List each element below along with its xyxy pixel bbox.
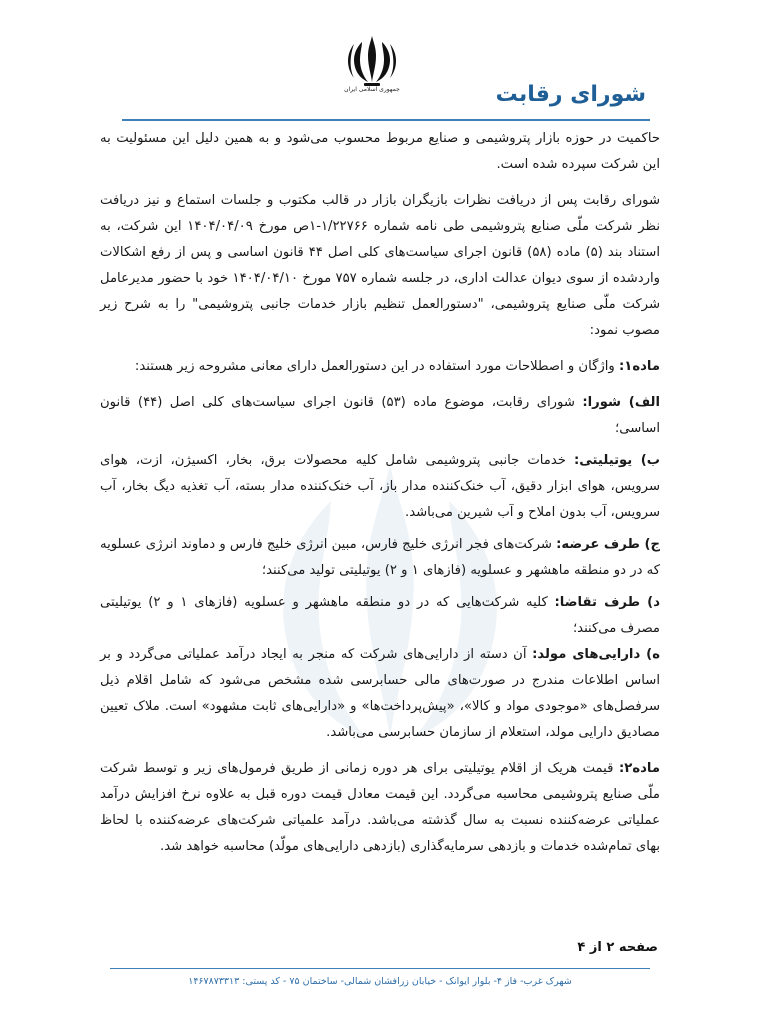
document-body [100,126,660,860]
iran-emblem-icon [344,30,400,94]
definition-d-label: د) طرف تقاضا: [554,595,660,610]
definition-j-label: ج) طرف عرضه: [556,537,660,552]
definition-a-text: شورای رقابت، موضوع ماده (۵۳) قانون اجرای سیاست‌های کلی اصل (۴۴) قانون اساسی؛ [100,395,660,436]
definition-b-text: خدمات جانبی پتروشیمی شامل کلیه محصولات برق، بخار، اکسیژن، ازت، هوای سرویس، هوای ابزار دقیق، آب خنک‌کننده مدار باز، آب خنک‌کننده مدار بسته، آب تغذیه دیگ بخار، آب سرویس، آب بدون املاح و آب شیرین می‌باشد. [100,453,660,520]
paragraph-intro: حاکمیت در حوزه بازار پتروشیمی و صنایع مربوط محسوب می‌شود و به همین دلیل این مسئولیت به این شرکت سپرده شده است. [100,131,660,172]
definition-b-label: ب) یوتیلیتی: [573,453,660,468]
definition-a-label: الف) شورا: [582,395,660,410]
header-divider [122,119,650,121]
definition-j-text: شرکت‌های فجر انرژی خلیج فارس، مبین انرژی خلیج فارس و دماوند انرژی عسلویه که در دو منطقه ماهشهر و عسلویه (فازهای ۱ و ۲) یوتیلیتی تولید می‌کنند؛ [100,537,660,578]
article-2-label: ماده۲: [618,761,660,776]
article-1-label: ماده۱: [618,359,660,374]
definition-j [100,532,660,584]
agency-title: شورای رقابت [495,82,646,107]
definition-d [100,590,660,642]
footer-address: شهرک غرب- فاز ۴- بلوار ایوانک - خیابان زرافشان شمالی- ساختمان ۷۵ - کد پستی: ۱۴۶۷۸۷۳۳۱۳ [188,976,572,987]
definition-h-label: ه) دارایی‌های مولد: [532,647,660,662]
footer-divider [110,968,650,969]
article-1-text: واژگان و اصطلاحات مورد استفاده در این دستورالعمل دارای معانی مشروحه زیر هستند: [134,359,619,374]
article-2 [100,756,660,860]
page-number: صفحه ۲ از ۴ [577,940,658,955]
paragraph-approval: شورای رقابت پس از دریافت نظرات بازیگران بازار در قالب مکتوب و جلسات استماع و نیز دریافت نظر شرکت ملّی صنایع پتروشیمی طی نامه شماره ۱/۲۲۷۶۶-۱ص مورخ ۱۴۰۴/۰۴/۰۹ این شرکت، به استناد بند (۵) ماده (۵۸) قانون اجرای سیاست‌های کلی اصل ۴۴ قانون اساسی و پس از رفع اشکالات واردشده از سوی دیوان عدالت اداری، در جلسه شماره ۷۵۷ مورخ ۱۴۰۴/۰۴/۱۰ خود با حضور مدیرعامل شرکت ملّی صنایع پتروشیمی، "دستورالعمل تنظیم بازار خدمات جانبی پتروشیمی" را به شرح زیر مصوب نمود: [100,193,661,338]
definition-h-text: آن دسته از دارایی‌های شرکت که منجر به ایجاد درآمد عملیاتی می‌گردد و بر اساس اطلاعات مندرج در صورت‌های مالی حسابرسی شده مشخص می‌شود که شامل اقلام ذیل سرفصل‌های «موجودی مواد و کالا»، «پیش‌پرداخت‌ها» و «دارایی‌های ثابت مشهود» است. ملاک تعیین مصادیق دارایی مولد، استعلام از سازمان حسابرسی می‌باشد. [100,647,660,740]
article-1 [100,354,660,380]
definition-h [100,642,660,746]
definition-b [100,448,660,526]
emblem-caption: جمهوری اسلامی ایران [344,86,400,93]
article-2-text: قیمت هریک از اقلام یوتیلیتی برای هر دوره زمانی از طریق فرمول‌های زیر و توسط شرکت ملّی صنایع پتروشیمی محاسبه می‌گردد. این قیمت معادل قیمت دوره قبل به علاوه نرخ افزایش درآمد عملیاتی عرضه‌کننده نسبت به سال گذشته می‌باشد. درآمد علمیاتی شرکت‌های عرضه‌کننده با لحاظ بهای تمام‌شده خدمات و بازدهی سرمایه‌گذاری (بازدهی دارایی‌های مولّد) محاسبه خواهد شد. [100,761,660,854]
definition-d-text: کلیه شرکت‌هایی که در دو منطقه ماهشهر و عسلویه (فازهای ۱ و ۲) یوتیلیتی مصرف می‌کنند؛ [100,595,660,636]
definition-a [100,390,660,442]
